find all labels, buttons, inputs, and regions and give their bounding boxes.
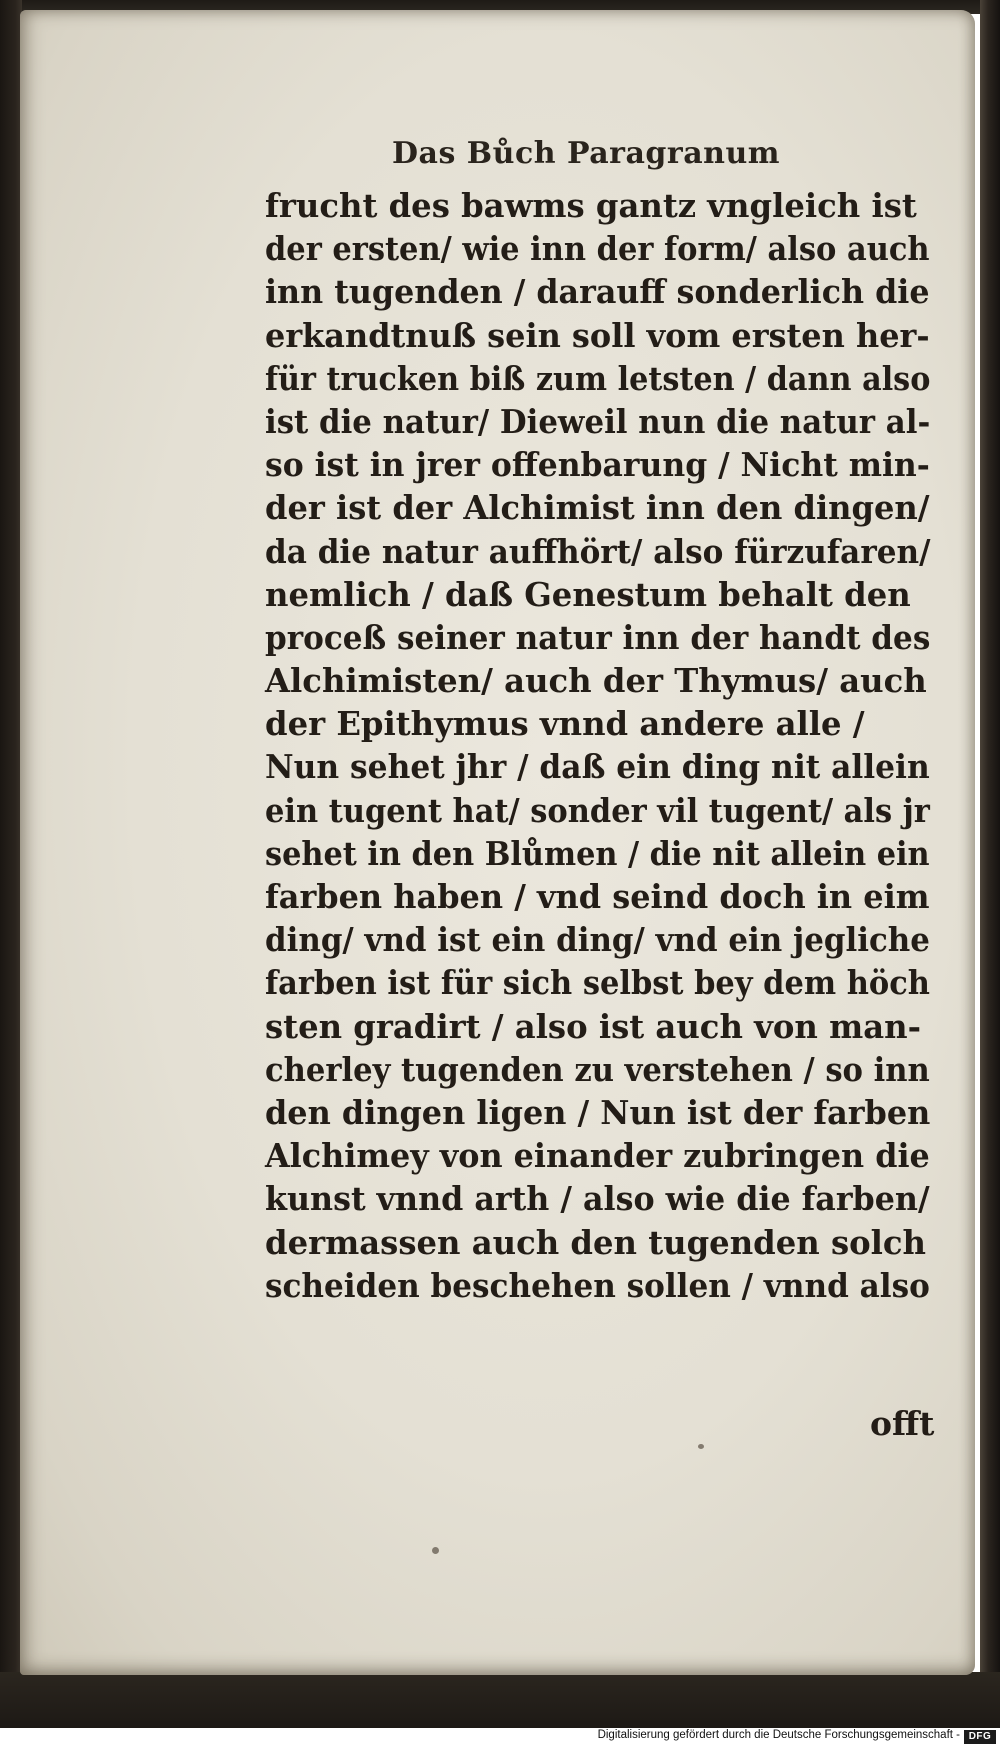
running-head: Das Bůch Paragranum — [392, 136, 781, 171]
paper-speck — [698, 1444, 704, 1449]
text-line: ein tugent hat/ sonder vil tugent/ als jr — [265, 790, 930, 830]
text-line: Alchimey von einander zubringen die — [265, 1136, 930, 1176]
text-line: sehet in den Blůmen / die nit allein ein — [265, 833, 930, 873]
text-line: nemlich / daß Genestum behalt den — [265, 574, 911, 614]
text-line: farben ist für sich selbst bey dem höch — [265, 963, 930, 1003]
binding-frame-right — [980, 0, 1000, 1690]
text-line: Nun sehet jhr / daß ein ding nit allein — [265, 747, 930, 787]
text-line: sten gradirt / also ist auch von man- — [265, 1006, 922, 1046]
text-line: kunst vnnd arth / also wie die farben/ — [265, 1179, 930, 1219]
dfg-logo[interactable]: DFG — [964, 1730, 996, 1744]
text-line: ist die natur/ Dieweil nun die natur al- — [265, 401, 931, 441]
text-line: frucht des bawms gantz vngleich ist — [265, 186, 917, 225]
text-line: erkandtnuß sein soll vom ersten her- — [265, 315, 930, 355]
text-line: cherley tugenden zu verstehen / so inn — [265, 1049, 930, 1089]
paper-speck — [432, 1547, 439, 1554]
text-line: proceß seiner natur inn der handt des — [265, 617, 931, 657]
text-line: Alchimisten/ auch der Thymus/ auch — [265, 661, 927, 701]
text-line: dermassen auch den tugenden solch — [265, 1222, 927, 1262]
text-line: inn tugenden / darauff sonderlich die — [265, 272, 930, 312]
text-line: für trucken biß zum letsten / dann also — [265, 358, 931, 398]
text-line: den dingen ligen / Nun ist der farben — [265, 1092, 931, 1132]
text-line: der Epithymus vnnd andere alle / — [265, 704, 865, 744]
binding-frame-left — [0, 0, 22, 1690]
binding-frame-bottom — [0, 1672, 1000, 1728]
text-line: der ersten/ wie inn der form/ also auch — [265, 229, 930, 269]
catchword: offt — [870, 1404, 935, 1443]
text-line: ding/ vnd ist ein ding/ vnd ein jegliche — [265, 920, 930, 960]
text-line: scheiden beschehen sollen / vnnd also — [265, 1265, 930, 1305]
text-line: so ist in jrer offenbarung / Nicht min- — [265, 445, 930, 485]
text-line: der ist der Alchimist inn den dingen/ — [265, 488, 930, 528]
text-line: farben haben / vnd seind doch in eim — [265, 877, 930, 916]
body-text — [265, 184, 945, 1307]
text-line: da die natur auffhört/ also fürzufaren/ — [265, 531, 931, 571]
digitization-credit: Digitalisierung gefördert durch die Deutsche Forschungsgemeinschaft - — [597, 1729, 960, 1741]
